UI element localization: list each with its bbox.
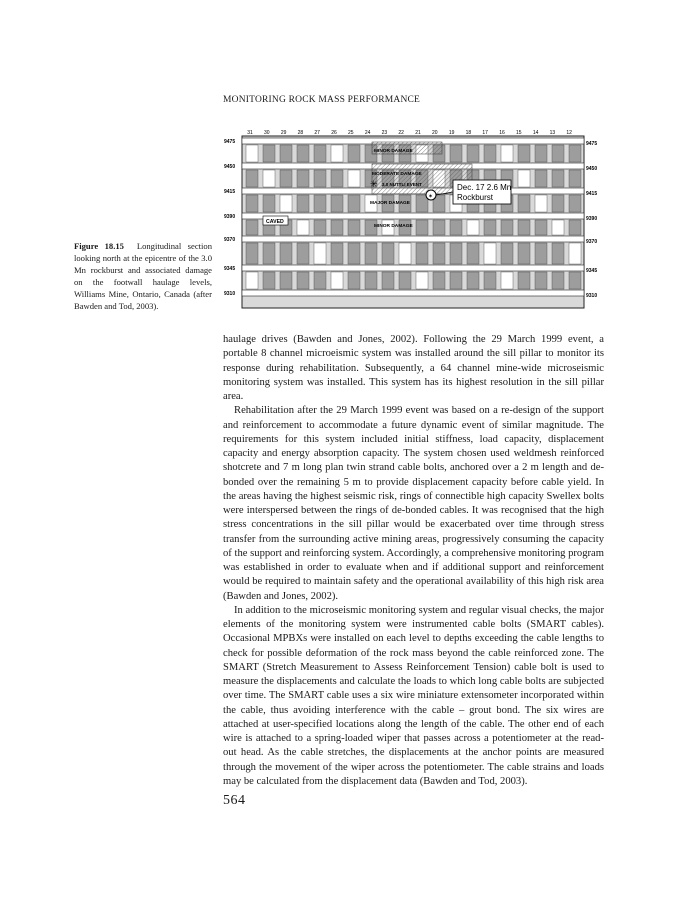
stope-block (518, 145, 530, 162)
stope-block (552, 170, 564, 187)
annotation-minor-damage-bottom: MINOR DAMAGE (374, 224, 413, 229)
stope-block (501, 243, 513, 264)
stope-number: 27 (314, 130, 320, 136)
stope-block (314, 220, 326, 235)
stope-block (433, 243, 445, 264)
level-band (242, 236, 584, 242)
stope-block (484, 272, 496, 289)
stope-number: 30 (264, 130, 270, 136)
stope-block (467, 243, 479, 264)
stope-block (552, 272, 564, 289)
level-label-left: 9310 (224, 291, 236, 297)
stope-number: 23 (381, 130, 388, 136)
stope-block (535, 195, 547, 212)
stope-block (280, 145, 292, 162)
stope-block (552, 195, 564, 212)
annotation-caved: CAVED (266, 219, 284, 225)
right-level-labels (586, 141, 597, 299)
level-label-right: 9450 (586, 166, 598, 172)
stope-block (535, 243, 547, 264)
stope-block (518, 272, 530, 289)
stope-block (518, 170, 530, 187)
annotation-nuttli-event: 3.0 NUTTLI EVENT (382, 182, 422, 187)
left-level-labels (224, 139, 235, 297)
stope-block (365, 243, 377, 264)
stope-number-axis (247, 130, 572, 136)
stope-block (535, 170, 547, 187)
stope-number: 16 (499, 130, 505, 136)
stope-block (399, 243, 411, 264)
stope-block (552, 145, 564, 162)
stope-block (518, 220, 530, 235)
stope-block (552, 243, 564, 264)
stope-number: 15 (516, 130, 522, 136)
page-number: 564 (223, 793, 246, 808)
level-label-right: 9370 (586, 239, 598, 245)
stope-block (399, 272, 411, 289)
level-label-right: 9475 (586, 141, 598, 147)
paragraph: Rehabilitation after the 29 March 1999 event was based on a re-design of the support and reinforcement to accommodate a future dynamic event of similar magnitude. The requirements for this system included initial stiffness, load capacity, displacement capacity and energy absorption capacity. The system chosen used weldmesh reinforced shotcrete and 7 m long plan twin strand cable bolts, anchored over a 2 m length and de-bonded over the remaining 5 m to provide displacement capacity before cable yield. In the areas having the highest seismic risk, rings of connectible high capacity Swellex bolts were interspersed between the rings of de-bonded cables. It was recognised that the high stress concentrations in the sill pillar would be exacerbated over time through stress transfer from the surrounding active mining areas, progressively consuming the capacity of the support and reinforcing system. Accordingly, a comprehensive monitoring program was established in order to evaluate when and if additional support and reinforcement would be required to maintain safety and the operational availability of this high risk area (Bawden and Jones, 2002). (223, 405, 604, 602)
stope-block (314, 170, 326, 187)
stope-block (467, 145, 479, 162)
level-label-left: 9390 (224, 214, 236, 220)
level-band (242, 213, 584, 219)
stope-block (314, 145, 326, 162)
stope-block (348, 170, 360, 187)
stope-block (297, 170, 309, 187)
paragraph: In addition to the microseismic monitoring system and regular visual checks, the major elements of the monitoring system were instrumented cable bolts (SMART cables). Occasional MPBXs were installed on each level to depths exceeding the cable lengths to check for possible deformation of the rock mass beyond the cable reinforced zone. The SMART (Stretch Measurement to Assess Reinforcement Tension) cable bolt is used to measure the displacements and calculate the loads to which long cable bolts are subjected over time. The SMART cable uses a six wire miniature extensometer incorporated within the cable, thus avoiding interference with the cable – grout bond. The six wires are attached at user-specified locations along the length of the cable. The other end of each wire is attached to a spring-loaded wiper that passes across a potentiometer at the read-out head. As the cable stretches, the displacements at the anchor points are measured through the movement of the wiper across the potentiometer. The cable strains and loads may be calculated from the displacement data (Bawden and Tod, 2003). (223, 604, 604, 787)
stope-block (280, 272, 292, 289)
stope-block (569, 272, 581, 289)
level-label-right: 9310 (586, 293, 598, 299)
stope-block (246, 220, 258, 235)
stope-block (484, 220, 496, 235)
level-label-left: 9415 (224, 189, 236, 195)
stope-number: 31 (247, 130, 253, 136)
stope-number: 25 (348, 130, 354, 136)
level-label-right: 9415 (586, 191, 598, 197)
stope-block (501, 145, 513, 162)
stope-block (382, 243, 394, 264)
stope-block (382, 272, 394, 289)
stope-number: 19 (448, 130, 455, 136)
stope-number: 20 (432, 130, 438, 136)
annotation-major-damage: MAJOR DAMAGE (370, 201, 410, 206)
stope-block (314, 272, 326, 289)
stope-number: 12 (566, 130, 572, 136)
stope-block (263, 145, 275, 162)
stope-block (450, 272, 462, 289)
figure-label: Figure 18.15 (74, 241, 124, 251)
stope-block (450, 145, 462, 162)
level-band (242, 290, 584, 296)
stope-block (535, 272, 547, 289)
stope-block (348, 220, 360, 235)
stope-block (246, 243, 258, 264)
stope-block (569, 195, 581, 212)
stope-number: 24 (364, 130, 371, 136)
stope-block (348, 195, 360, 212)
stope-block (569, 170, 581, 187)
stope-block (280, 243, 292, 264)
stope-block (501, 272, 513, 289)
level-label-left: 9345 (224, 266, 236, 272)
stope-block (314, 195, 326, 212)
level-label-left: 9475 (224, 139, 236, 145)
stope-block (450, 220, 462, 235)
stope-number: 17 (482, 130, 488, 136)
stope-block (518, 243, 530, 264)
stope-block (467, 220, 479, 235)
annotation-moderate-damage: MODERATE DAMAGE (372, 172, 422, 177)
stope-block (246, 272, 258, 289)
stope-block (280, 170, 292, 187)
stope-number: 13 (549, 130, 556, 136)
longitudinal-section-figure (222, 128, 606, 310)
stope-block (348, 272, 360, 289)
stope-block (297, 145, 309, 162)
stope-block (331, 195, 343, 212)
stope-block (484, 243, 496, 264)
stope-block (569, 220, 581, 235)
stope-block (552, 220, 564, 235)
stope-block (331, 170, 343, 187)
stope-number: 26 (331, 130, 337, 136)
stope-block (263, 272, 275, 289)
stope-block (331, 220, 343, 235)
stope-block (348, 243, 360, 264)
level-label-left: 9370 (224, 237, 236, 243)
figure-caption-text: Longitudinal section looking north at the epicentre of the 3.0 Mn rockburst and associated damage on the footwall haulage levels, Williams Mine, Ontario, Canada (after Bawden and Tod, 2003). (74, 241, 213, 311)
callout-line-1: Dec. 17 2.6 Mn (457, 183, 512, 192)
stope-block (535, 220, 547, 235)
stope-block (263, 195, 275, 212)
stope-block (433, 272, 445, 289)
level-label-left: 9450 (224, 164, 236, 170)
level-label-right: 9345 (586, 268, 598, 274)
level-band (242, 265, 584, 271)
stope-block (433, 220, 445, 235)
stope-block (297, 220, 309, 235)
figure-caption (74, 240, 212, 312)
stope-block (331, 243, 343, 264)
stope-block (331, 145, 343, 162)
stope-block (365, 272, 377, 289)
annotation-minor-damage-top: MINOR DAMAGE (374, 149, 413, 154)
stope-block (348, 145, 360, 162)
stope-block (246, 195, 258, 212)
stope-number: 29 (280, 130, 287, 136)
callout-line-2: Rockburst (457, 193, 494, 202)
stope-number: 22 (398, 130, 404, 136)
stope-block (467, 272, 479, 289)
stope-block (518, 195, 530, 212)
stope-block (246, 145, 258, 162)
stope-block (297, 272, 309, 289)
stope-block (331, 272, 343, 289)
stope-block (416, 272, 428, 289)
stope-block (484, 145, 496, 162)
stope-number: 21 (415, 130, 421, 136)
paragraph: haulage drives (Bawden and Jones, 2002). Following the 29 March 1999 event, a portable 8 channel microeismic system was installed around the sill pillar to monitor its response during rehabilitation. Subsequently, a 64 channel mine-wide microseismic monitoring system was installed. This system has its highest resolution in the sill pillar area. (223, 334, 604, 402)
stope-block (569, 145, 581, 162)
stope-block (263, 170, 275, 187)
stope-block (569, 243, 581, 264)
stope-block (535, 145, 547, 162)
level-label-right: 9390 (586, 216, 598, 222)
stope-block (263, 243, 275, 264)
ore-body (242, 136, 584, 308)
stope-number: 18 (465, 130, 472, 136)
stope-block (416, 243, 428, 264)
star-icon: ✶ (428, 194, 434, 200)
burst-star-icon: ✳ (370, 179, 378, 189)
stope-block (297, 243, 309, 264)
stope-number: 28 (297, 130, 304, 136)
stope-block (450, 243, 462, 264)
stope-block (246, 170, 258, 187)
stope-block (314, 243, 326, 264)
stope-block (280, 195, 292, 212)
stope-number: 14 (532, 130, 539, 136)
running-header: MONITORING ROCK MASS PERFORMANCE (223, 95, 421, 105)
body-text (223, 333, 604, 789)
stope-block (416, 220, 428, 235)
stope-block (297, 195, 309, 212)
stope-block (501, 220, 513, 235)
